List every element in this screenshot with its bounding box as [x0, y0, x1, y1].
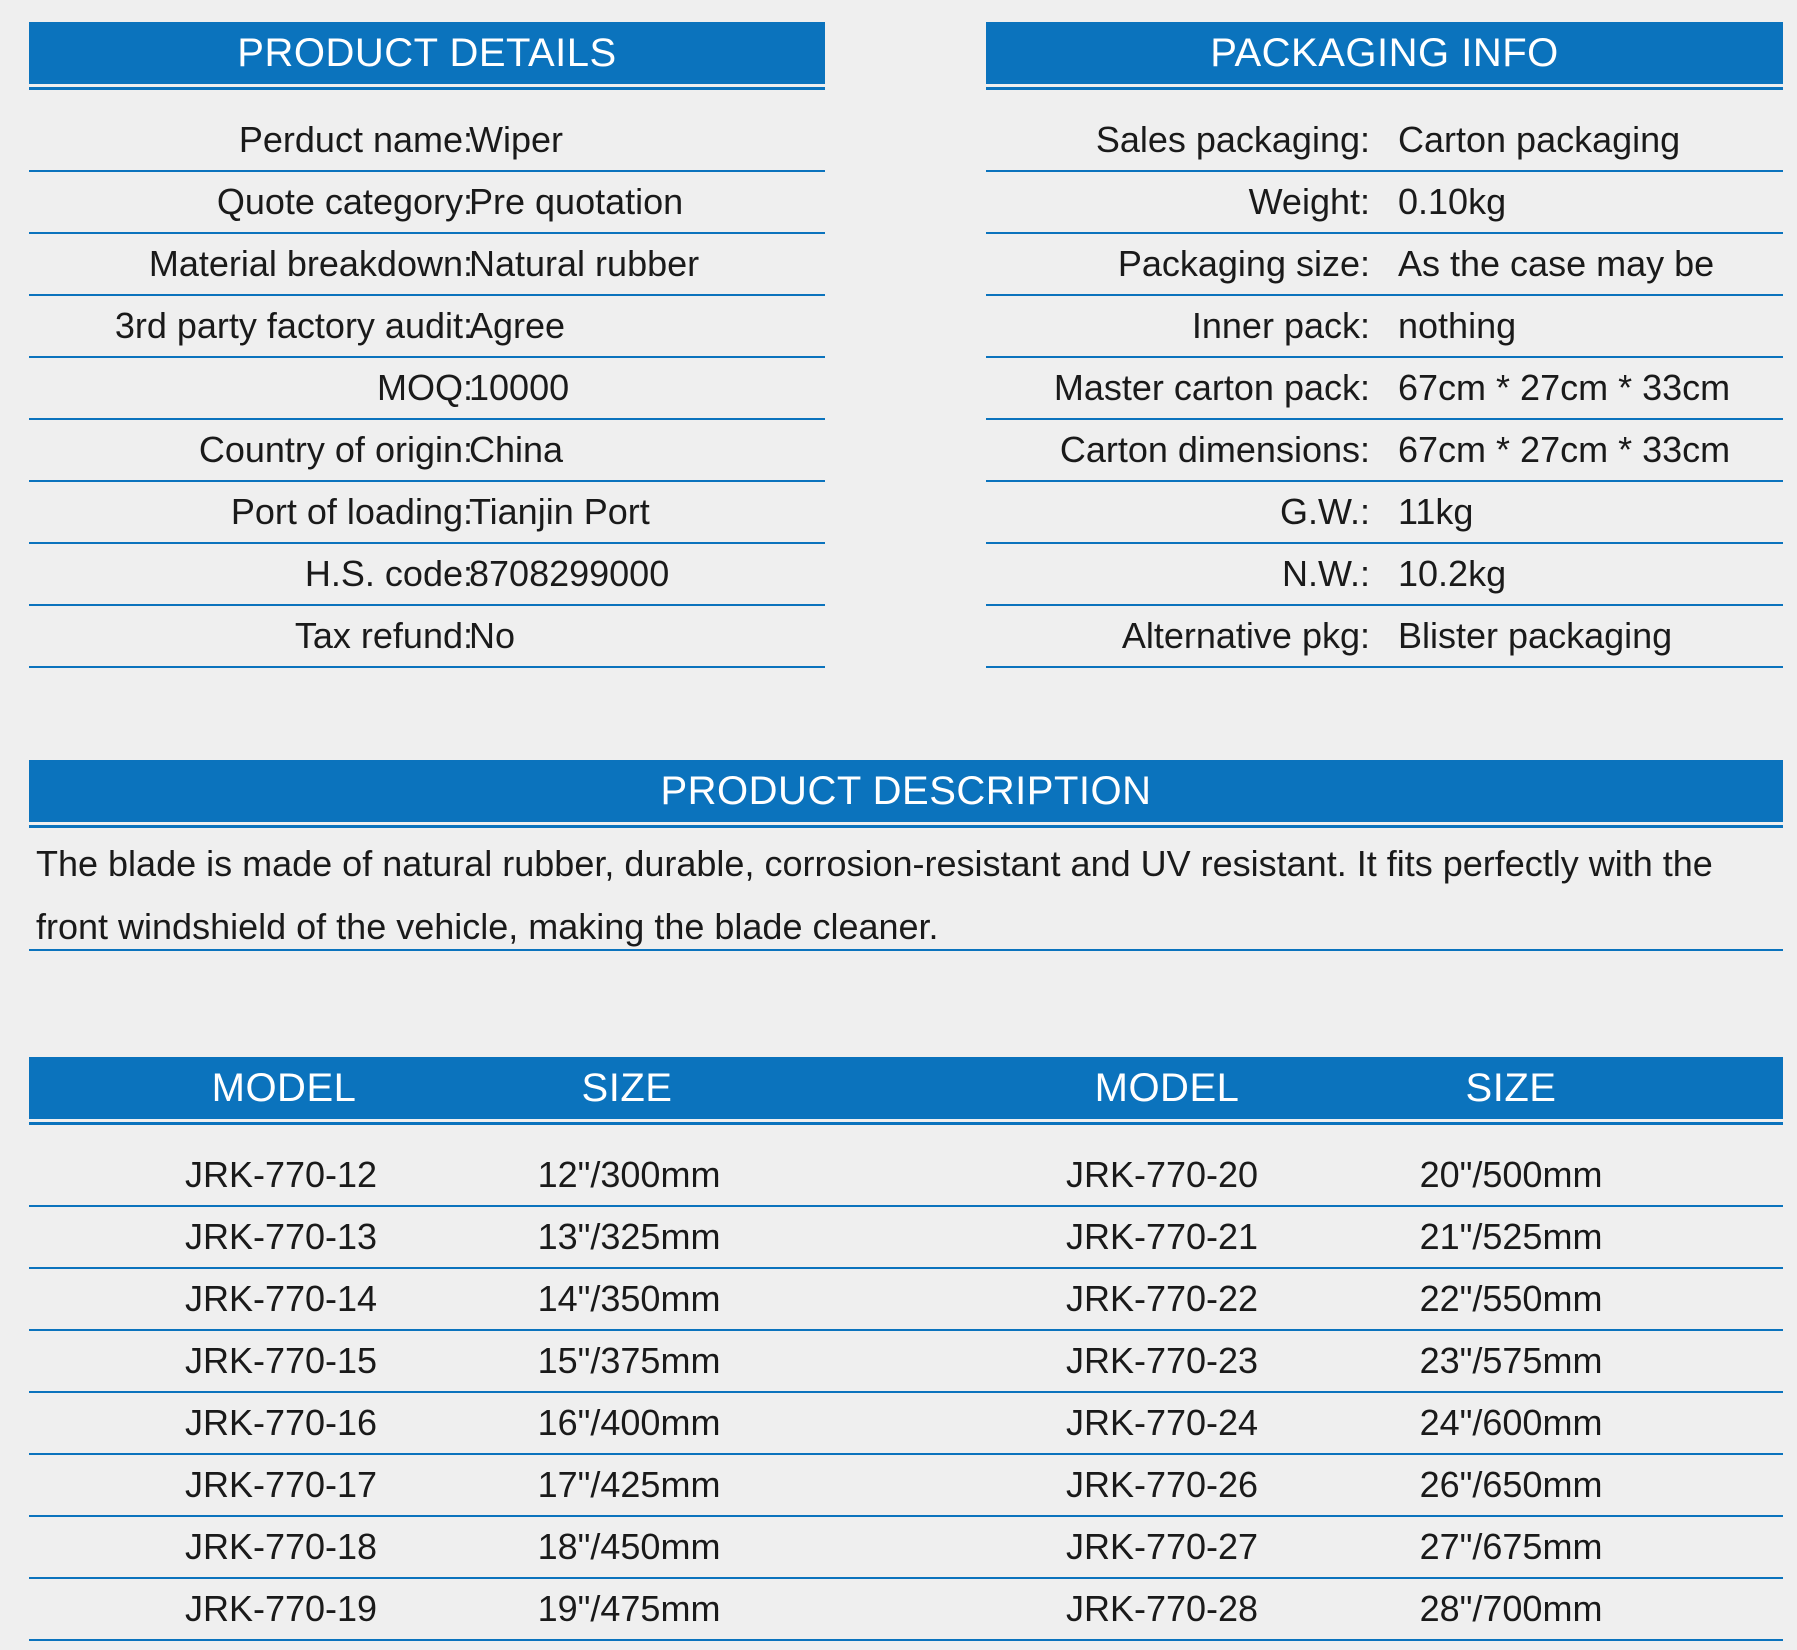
detail-row — [29, 420, 825, 482]
detail-row — [29, 482, 825, 544]
size-cell: 28"/700mm — [1419, 1588, 1603, 1629]
packaging-value: As the case may be — [1398, 243, 1715, 284]
packaging-value: 11kg — [1398, 491, 1474, 532]
packaging-label: Packaging size: — [1117, 243, 1370, 284]
packaging-label: Master carton pack: — [1053, 367, 1370, 408]
detail-label: Country of origin: — [198, 429, 473, 470]
packaging-value: 0.10kg — [1398, 181, 1507, 222]
size-cell: 21"/525mm — [1419, 1216, 1603, 1257]
header-underline — [29, 1122, 1783, 1125]
packaging-label: Carton dimensions: — [1059, 429, 1370, 470]
detail-label: 3rd party factory audit: — [114, 305, 473, 346]
packaging-value: 67cm * 27cm * 33cm — [1398, 429, 1731, 470]
size-cell: 26"/650mm — [1419, 1464, 1603, 1505]
table-row — [29, 1145, 1783, 1207]
description-line: The blade is made of natural rubber, durable, corrosion-resistant and UV resistant. It fits perfectly with the — [36, 843, 1713, 884]
model-cell: JRK-770-23 — [1065, 1340, 1259, 1381]
size-cell: 15"/375mm — [537, 1340, 721, 1381]
model-cell: JRK-770-20 — [1065, 1154, 1259, 1195]
detail-label: Quote category: — [216, 181, 473, 222]
packaging-label: Alternative pkg: — [1121, 615, 1370, 656]
detail-label: Material breakdown: — [148, 243, 473, 284]
packaging-info-rows — [986, 110, 1783, 668]
packaging-row — [986, 296, 1783, 358]
packaging-value: 10.2kg — [1398, 553, 1507, 594]
size-cell: 16"/400mm — [537, 1402, 721, 1443]
detail-row — [29, 172, 825, 234]
packaging-row — [986, 420, 1783, 482]
model-cell: JRK-770-22 — [1065, 1278, 1259, 1319]
product-description-panel — [29, 760, 1783, 955]
header-underline — [986, 87, 1783, 90]
size-cell: 17"/425mm — [537, 1464, 721, 1505]
detail-value: Pre quotation — [469, 181, 684, 222]
detail-row — [29, 110, 825, 172]
packaging-label: Weight: — [1248, 181, 1370, 222]
size-cell: 13"/325mm — [537, 1216, 721, 1257]
product-description-text — [36, 832, 1784, 958]
table-row — [29, 1207, 1783, 1269]
column-header-size: SIZE — [581, 1066, 673, 1110]
detail-value: Agree — [469, 305, 566, 346]
product-details-rows — [29, 110, 825, 668]
packaging-row — [986, 234, 1783, 296]
model-cell: JRK-770-14 — [184, 1278, 378, 1319]
detail-label: H.S. code: — [304, 553, 473, 594]
packaging-row — [986, 482, 1783, 544]
size-cell: 19"/475mm — [537, 1588, 721, 1629]
model-cell: JRK-770-21 — [1065, 1216, 1259, 1257]
detail-value: 10000 — [469, 367, 570, 408]
size-cell: 24"/600mm — [1419, 1402, 1603, 1443]
packaging-label: N.W.: — [1282, 553, 1370, 594]
description-line: front windshield of the vehicle, making the blade cleaner. — [36, 906, 939, 947]
packaging-row — [986, 358, 1783, 420]
packaging-label: Sales packaging: — [1095, 119, 1370, 160]
column-header-model: MODEL — [211, 1066, 357, 1110]
size-cell: 27"/675mm — [1419, 1526, 1603, 1567]
detail-value: 8708299000 — [469, 553, 670, 594]
size-cell: 23"/575mm — [1419, 1340, 1603, 1381]
column-header-model: MODEL — [1094, 1066, 1240, 1110]
model-size-table — [29, 1057, 1783, 1627]
detail-value: Wiper — [469, 119, 564, 160]
detail-label: MOQ: — [377, 367, 473, 408]
detail-row — [29, 358, 825, 420]
size-cell: 12"/300mm — [537, 1154, 721, 1195]
packaging-row — [986, 110, 1783, 172]
table-row — [29, 1393, 1783, 1455]
packaging-value: nothing — [1398, 305, 1517, 346]
packaging-row — [986, 606, 1783, 668]
size-cell: 22"/550mm — [1419, 1278, 1603, 1319]
size-cell: 20"/500mm — [1419, 1154, 1603, 1195]
table-row — [29, 1517, 1783, 1579]
model-cell: JRK-770-12 — [184, 1154, 378, 1195]
product-details-panel — [29, 22, 825, 656]
table-row — [29, 1455, 1783, 1517]
model-cell: JRK-770-27 — [1065, 1526, 1259, 1567]
model-size-rows — [29, 1145, 1783, 1641]
detail-label: Port of loading: — [230, 491, 473, 532]
model-cell: JRK-770-13 — [184, 1216, 378, 1257]
detail-row — [29, 606, 825, 668]
packaging-value: Blister packaging — [1398, 615, 1673, 656]
header-underline — [29, 825, 1783, 828]
detail-value: Natural rubber — [469, 243, 700, 284]
model-cell: JRK-770-18 — [184, 1526, 378, 1567]
table-row — [29, 1579, 1783, 1641]
column-header-size: SIZE — [1465, 1066, 1557, 1110]
packaging-info-header: PACKAGING INFO — [986, 22, 1783, 84]
detail-label: Tax refund: — [294, 615, 473, 656]
model-cell: JRK-770-17 — [184, 1464, 378, 1505]
model-cell: JRK-770-16 — [184, 1402, 378, 1443]
model-cell: JRK-770-28 — [1065, 1588, 1259, 1629]
model-cell: JRK-770-26 — [1065, 1464, 1259, 1505]
detail-row — [29, 234, 825, 296]
detail-value: No — [469, 615, 516, 656]
product-details-header: PRODUCT DETAILS — [29, 22, 825, 84]
packaging-row — [986, 172, 1783, 234]
detail-row — [29, 544, 825, 606]
model-cell: JRK-770-24 — [1065, 1402, 1259, 1443]
detail-value: China — [469, 429, 564, 470]
packaging-info-panel — [986, 22, 1783, 656]
packaging-row — [986, 544, 1783, 606]
table-row — [29, 1269, 1783, 1331]
description-underline — [29, 949, 1783, 951]
header-underline — [29, 87, 825, 90]
detail-value: Tianjin Port — [469, 491, 650, 532]
product-description-header: PRODUCT DESCRIPTION — [29, 760, 1783, 822]
packaging-label: G.W.: — [1280, 491, 1370, 532]
size-cell: 18"/450mm — [537, 1526, 721, 1567]
packaging-value: 67cm * 27cm * 33cm — [1398, 367, 1731, 408]
detail-label: Perduct name: — [238, 119, 473, 160]
size-cell: 14"/350mm — [537, 1278, 721, 1319]
model-cell: JRK-770-19 — [184, 1588, 378, 1629]
packaging-label: Inner pack: — [1191, 305, 1370, 346]
model-size-table-header — [29, 1057, 1783, 1119]
packaging-value: Carton packaging — [1398, 119, 1681, 160]
model-cell: JRK-770-15 — [184, 1340, 378, 1381]
table-row — [29, 1331, 1783, 1393]
detail-row — [29, 296, 825, 358]
